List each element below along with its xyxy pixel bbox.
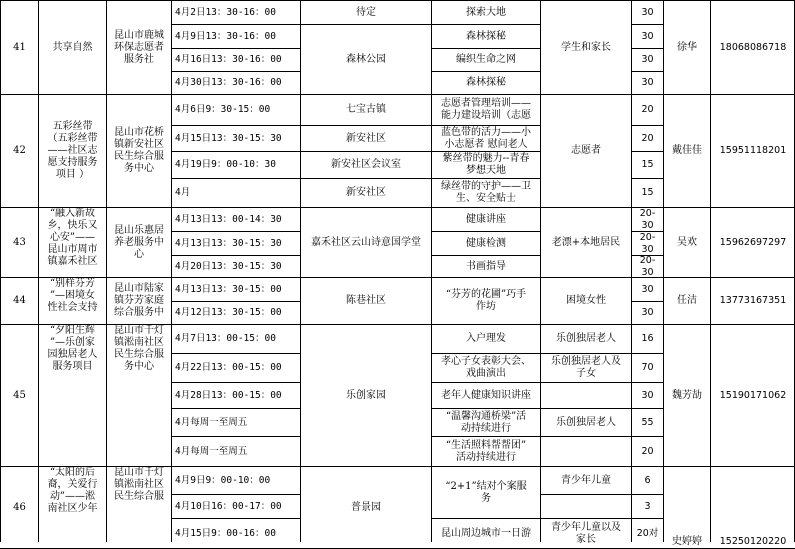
grid-line	[631, 151, 664, 152]
grid-line	[631, 71, 664, 72]
activity-place: 森林公园	[346, 53, 386, 65]
grid-line	[171, 255, 301, 256]
contact-name: 徐华	[677, 41, 697, 53]
grid-line	[631, 48, 664, 49]
grid-line	[171, 301, 301, 302]
grid-line	[171, 436, 301, 437]
target-group	[541, 495, 631, 518]
activity-date: 4月每周一至周五	[175, 416, 248, 428]
row-number: 43	[13, 236, 26, 248]
grid-line	[631, 255, 664, 256]
activity-content: 编织生命之网	[456, 54, 516, 65]
grid-line	[0, 324, 795, 325]
participant-count: 16	[641, 333, 654, 344]
activity-content: 森林探秘	[466, 30, 506, 42]
project-name: “夕阳生辉 ”—乐创家 园独居老人 服务项目	[47, 325, 98, 372]
activity-content: 孝心子女表彰大会、 戏曲演出	[441, 356, 531, 379]
target-group: 学生和家长	[561, 41, 611, 53]
project-name: “融入新故 乡，快乐又 心安”—— 昆山市周市 镇嘉禾社区	[47, 208, 98, 267]
activity-content: “芬芳的花圃”巧手 作坊	[445, 289, 527, 312]
contact-phone: 15190171062	[719, 389, 787, 401]
activity-content: 志愿者管理培训—— 能力建设培训（志愿	[441, 98, 531, 121]
activity-date: 4月15日9：00-16：00	[175, 527, 276, 539]
grid-line	[631, 436, 664, 437]
participant-count: 15	[641, 187, 654, 198]
organization: 昆山市千灯 镇淞南社区 民生综合服 务中心	[114, 325, 164, 372]
grid-line	[0, 94, 795, 95]
target-group: 乐创独居老人	[556, 333, 616, 344]
project-name: 共享自然	[52, 41, 93, 53]
grid-line	[171, 518, 301, 519]
activity-place: 陈巷社区	[346, 295, 386, 306]
target-group: 困境女性	[566, 295, 606, 306]
activity-place: 待定	[356, 6, 376, 18]
participant-count: 30	[641, 30, 654, 42]
grid-line	[171, 0, 172, 542]
participant-count: 30	[641, 307, 654, 318]
grid-line	[171, 125, 301, 126]
activity-content: 健康讲座	[466, 213, 506, 225]
grid-line	[631, 231, 664, 232]
row-number: 44	[13, 295, 26, 306]
activity-content: 健康检测	[466, 237, 506, 249]
activity-date: 4月20日13：30-15：30	[175, 260, 282, 272]
activity-date: 4月6日9：30-15：00	[175, 104, 271, 115]
project-name: “别样芬芳 ”—困境女 性社会支持	[47, 278, 98, 313]
target-group: 乐创独居老人	[556, 416, 616, 428]
activity-place: 新安社区	[346, 187, 386, 198]
target-group: 青少年儿童以及 家长	[551, 521, 621, 545]
participant-count: 15	[641, 159, 654, 170]
participant-count: 6	[644, 474, 651, 486]
grid-line	[171, 178, 301, 179]
grid-line	[171, 231, 301, 232]
target-group	[541, 437, 631, 466]
organization: 昆山市陆家 镇芬芳家庭 综合服务中	[114, 283, 164, 318]
grid-line	[631, 408, 664, 409]
project-name: “太阳的后 裔，关爱行 动”——淞 南社区少年	[47, 467, 98, 514]
target-group: 青少年儿童	[561, 474, 611, 486]
activity-place: 新安社区会议室	[331, 159, 401, 170]
activity-date: 4月9日9：00-10：00	[175, 474, 271, 486]
participant-count: 3	[644, 500, 651, 512]
grid-line	[631, 0, 632, 542]
activity-date: 4月30日13：30-16：00	[175, 77, 282, 88]
grid-line	[631, 178, 664, 179]
activity-place: 普景园	[351, 501, 381, 513]
activity-date: 4月9日13：30-16：00	[175, 30, 276, 42]
grid-line	[171, 494, 301, 495]
activity-content: 绿丝带的守护——卫 生、安全贴士	[441, 181, 531, 204]
activity-content: “生活照料帮帮团” 活动持续进行	[445, 439, 527, 463]
participant-count: 20	[641, 132, 654, 144]
target-group: 志愿者	[571, 145, 601, 156]
activity-content: 老年人健康知识讲座	[441, 389, 531, 401]
activity-content: 探索大地	[466, 6, 506, 18]
grid-line	[0, 0, 1, 542]
grid-line	[171, 382, 301, 383]
contact-name: 任洁	[677, 295, 697, 306]
grid-line	[300, 0, 301, 542]
activity-content: 昆山周边城市一日游	[441, 527, 531, 539]
participant-count: 30	[641, 389, 654, 401]
grid-line	[171, 151, 301, 152]
contact-phone: 15951118201	[719, 145, 787, 156]
participant-count: 30	[641, 77, 654, 88]
activity-content: 入户理发	[466, 333, 506, 344]
participant-count: 30	[641, 6, 654, 18]
participant-count: 30	[641, 54, 654, 65]
participant-count: 20- 30	[639, 232, 656, 255]
activity-content: 蓝色带的活力——小 小志愿者 慰问老人	[441, 126, 531, 150]
target-group: 乐创独居老人及 子女	[551, 356, 621, 379]
participant-count: 20	[641, 445, 654, 457]
activity-date: 4月13日13：30-15：00	[175, 283, 282, 295]
activity-date: 4月28日13：00-15：00	[175, 389, 282, 401]
project-name: 五彩丝带 （五彩丝带 ——社区志 愿支持服务 项目 ）	[47, 121, 98, 180]
participant-count: 70	[641, 362, 654, 373]
activity-content: 森林探秘	[466, 77, 506, 88]
target-group: 老漂+本地居民	[551, 236, 621, 248]
grid-line	[631, 494, 664, 495]
grid-line	[171, 71, 301, 72]
grid-line	[0, 207, 795, 208]
grid-line	[171, 408, 301, 409]
participant-count: 55	[641, 416, 654, 428]
contact-phone: 18068086718	[719, 41, 787, 53]
row-number: 46	[13, 501, 26, 513]
grid-line	[0, 277, 795, 278]
target-group	[541, 383, 631, 408]
grid-line	[631, 382, 664, 383]
grid-line	[710, 0, 711, 542]
participant-count: 20	[641, 104, 654, 115]
contact-name: 史婷婷	[672, 536, 702, 547]
grid-line	[171, 48, 301, 49]
grid-line	[663, 0, 664, 542]
contact-phone: 15250120220	[719, 536, 787, 547]
grid-line	[171, 24, 301, 25]
grid-line	[631, 125, 664, 126]
contact-name: 吴欢	[677, 236, 697, 248]
activity-date: 4月15日13：30-15：30	[175, 132, 282, 144]
activity-date: 4月2日13：30-16：00	[175, 6, 276, 18]
activity-place: 新安社区	[346, 132, 386, 144]
participant-count: 20- 30	[639, 256, 656, 277]
row-number: 42	[13, 145, 26, 156]
grid-line	[631, 301, 664, 302]
grid-line	[0, 466, 795, 467]
row-number: 41	[13, 41, 26, 53]
grid-line	[106, 0, 107, 542]
activity-date: 4月16日13：30-16：00	[175, 54, 282, 65]
activity-date: 4月7日13：00-15：00	[175, 333, 276, 344]
grid-line	[38, 0, 39, 542]
participant-count: 30	[641, 283, 654, 295]
grid-line	[631, 518, 664, 519]
activity-date: 4月	[175, 187, 191, 198]
activity-date: 4月10日16：00-17：00	[175, 500, 282, 512]
grid-line	[431, 0, 432, 542]
participant-count: 20对	[636, 527, 659, 539]
contact-phone: 15962697297	[719, 236, 787, 248]
organization: 昆山市鹿城 环保志愿者 服务社	[114, 29, 164, 65]
organization: 昆山乐惠居 养老服务中 心	[114, 224, 164, 260]
activity-content: 紫丝带的魅力--青春 梦想天地	[442, 153, 530, 176]
activity-place: 嘉禾社区云山诗意国学堂	[311, 236, 421, 248]
activity-place: 乐创家园	[346, 389, 386, 401]
activity-date: 4月12日13：30-15：00	[175, 307, 282, 318]
participant-count: 20- 30	[639, 208, 656, 231]
activity-date: 4月13日13：30-15：30	[175, 237, 282, 249]
activity-date: 4月13日13：00-14：30	[175, 213, 282, 225]
activity-date: 4月22日13：00-15：00	[175, 362, 282, 373]
activity-date: 4月19日9：00-10：30	[175, 159, 276, 170]
grid-line	[631, 24, 664, 25]
row-number: 45	[13, 389, 26, 401]
organization: 昆山市花桥 镇新安社区 民生综合服 务中心	[114, 127, 164, 174]
grid-line	[540, 0, 541, 542]
activity-content: “2+1”结对个案服 务	[445, 480, 527, 504]
activity-content: 书画指导	[466, 260, 506, 272]
organization: 昆山市千灯 镇淞南社区 民生综合服	[114, 467, 164, 502]
activity-place: 七宝古镇	[346, 104, 386, 115]
contact-name: 戴佳佳	[672, 145, 702, 156]
grid-line	[0, 0, 795, 1]
activity-date: 4月每周一至周五	[175, 445, 248, 457]
grid-line	[171, 353, 301, 354]
contact-name: 魏芳劼	[672, 389, 702, 401]
contact-phone: 13773167351	[719, 295, 787, 306]
grid-line	[631, 353, 664, 354]
activity-content: “温馨沟通桥梁”活 动持续进行	[445, 410, 527, 434]
